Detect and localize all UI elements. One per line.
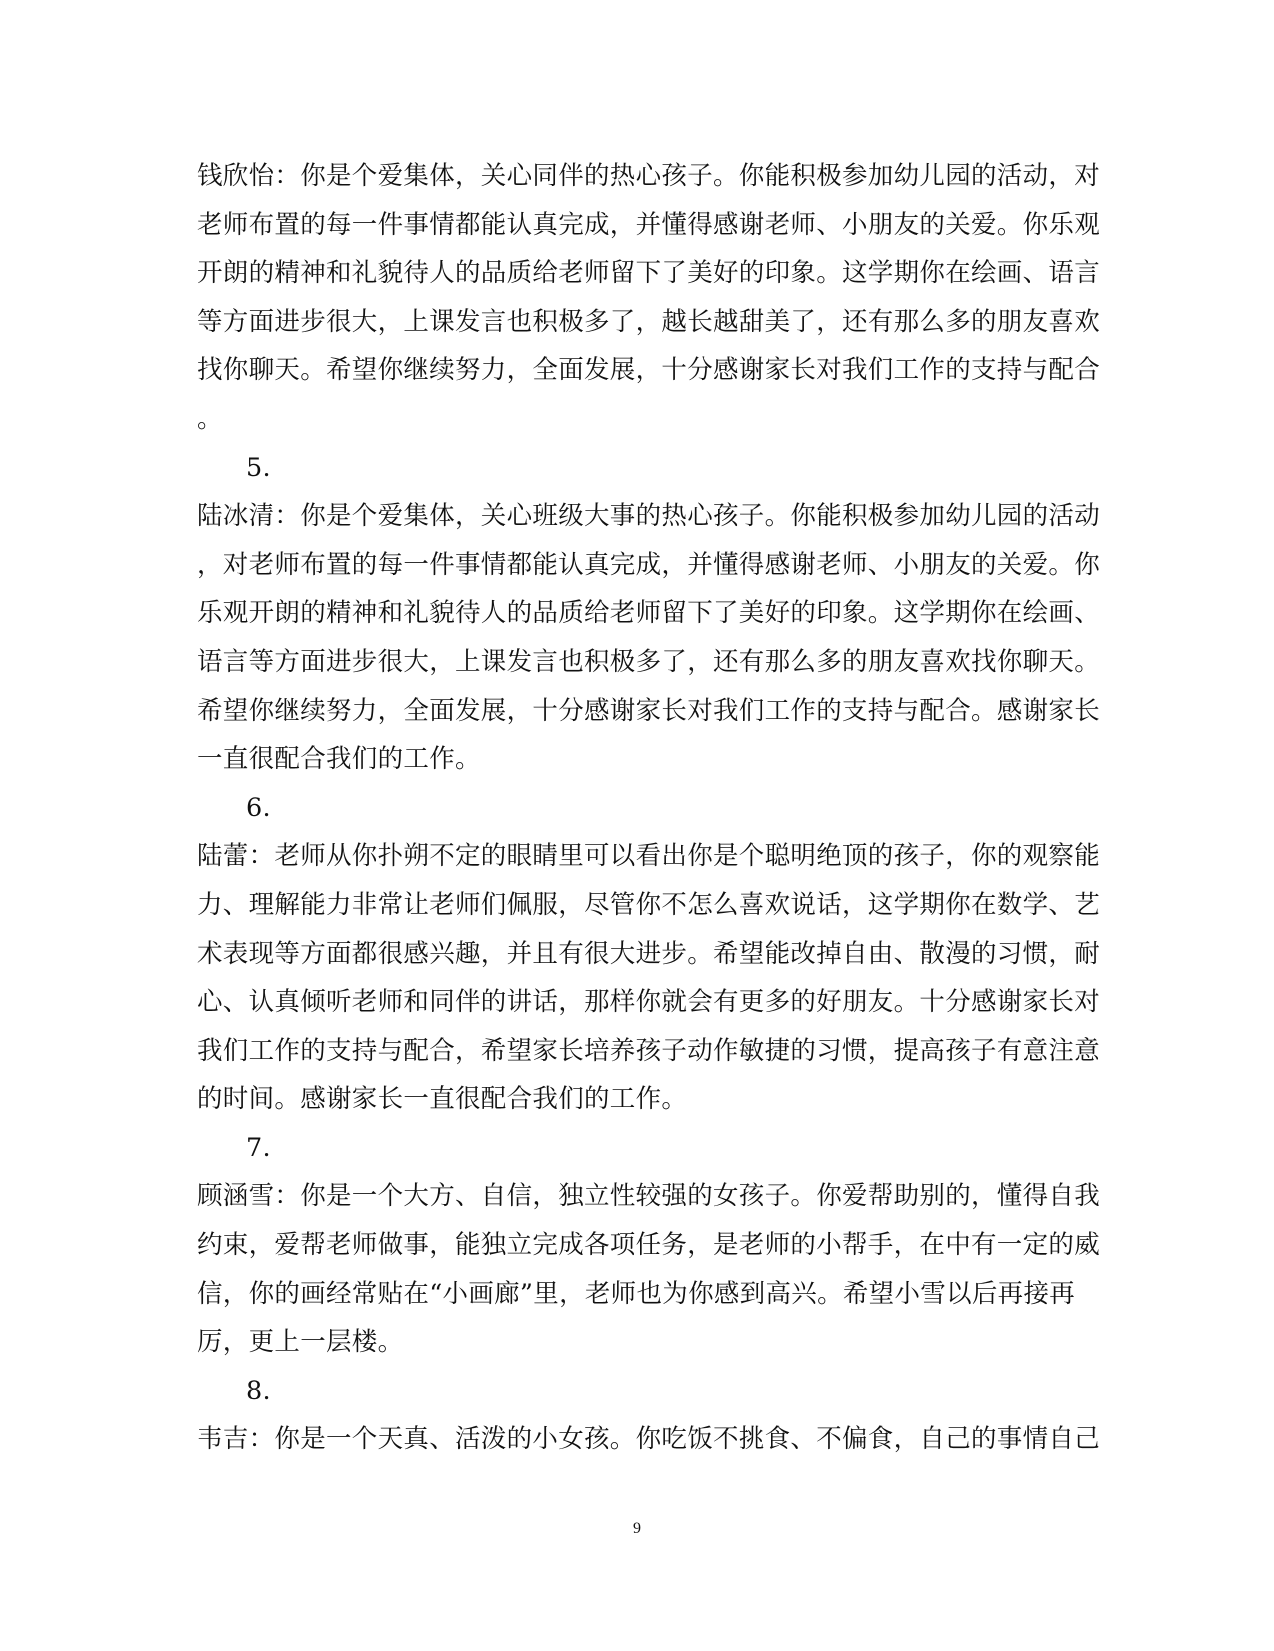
text-line: 老师布置的每一件事情都能认真完成，并懂得感谢老师、小朋友的关爱。你乐观: [197, 209, 1101, 240]
text-line: 信，你的画经常贴在“小画廊”里，老师也为你感到高兴。希望小雪以后再接再: [197, 1278, 1076, 1309]
body-text: [197, 152, 1101, 1464]
text-line: 等方面进步很大，上课发言也积极多了，越长越甜美了，还有那么多的朋友喜欢: [197, 306, 1101, 337]
item-number: 7.: [246, 1132, 271, 1163]
text-line: 钱欣怡：你是个爱集体，关心同伴的热心孩子。你能积极参加幼儿园的活动，对: [197, 161, 1101, 191]
item-number: 6.: [246, 792, 271, 823]
item-number: 8.: [246, 1375, 271, 1406]
text-line: 。: [197, 403, 223, 434]
text-line: 顾涵雪：你是一个大方、自信，独立性较强的女孩子。你爱帮助别的，懂得自我: [197, 1181, 1101, 1212]
text-line: 陆冰清：你是个爱集体，关心班级大事的热心孩子。你能积极参加幼儿园的活动: [197, 501, 1101, 532]
text-line: 找你聊天。希望你继续努力，全面发展，十分感谢家长对我们工作的支持与配合: [197, 355, 1101, 386]
text-line: 的时间。感谢家长一直很配合我们的工作。: [197, 1084, 688, 1115]
page-number: 9: [633, 1520, 641, 1537]
text-line: 希望你继续努力，全面发展，十分感谢家长对我们工作的支持与配合。感谢家长: [197, 695, 1101, 726]
text-line: 心、认真倾听老师和同伴的讲话，那样你就会有更多的好朋友。十分感谢家长对: [197, 987, 1101, 1018]
text-line: 语言等方面进步很大，上课发言也积极多了，还有那么多的朋友喜欢找你聊天。: [197, 646, 1101, 677]
text-line: ，对老师布置的每一件事情都能认真完成，并懂得感谢老师、小朋友的关爱。你: [197, 549, 1101, 580]
text-line: 我们工作的支持与配合，希望家长培养孩子动作敏捷的习惯，提高孩子有意注意: [197, 1035, 1101, 1066]
text-line: 术表现等方面都很感兴趣，并且有很大进步。希望能改掉自由、散漫的习惯，耐: [197, 938, 1101, 969]
item-number: 5.: [246, 452, 271, 483]
text-line: 力、理解能力非常让老师们佩服，尽管你不怎么喜欢说话，这学期你在数学、艺: [197, 889, 1101, 920]
text-line: 陆蕾：老师从你扑朔不定的眼睛里可以看出你是个聪明绝顶的孩子，你的观察能: [197, 841, 1101, 872]
text-line: 一直很配合我们的工作。: [197, 744, 481, 775]
text-line: 乐观开朗的精神和礼貌待人的品质给老师留下了美好的印象。这学期你在绘画、: [197, 598, 1101, 629]
text-line: 开朗的精神和礼貌待人的品质给老师留下了美好的印象。这学期你在绘画、语言: [197, 258, 1101, 289]
text-line: 韦吉：你是一个天真、活泼的小女孩。你吃饭不挑食、不偏食，自己的事情自己: [197, 1424, 1101, 1455]
text-line: 厉，更上一层楼。: [197, 1327, 404, 1358]
text-line: 约束，爱帮老师做事，能独立完成各项任务，是老师的小帮手，在中有一定的威: [197, 1230, 1101, 1261]
